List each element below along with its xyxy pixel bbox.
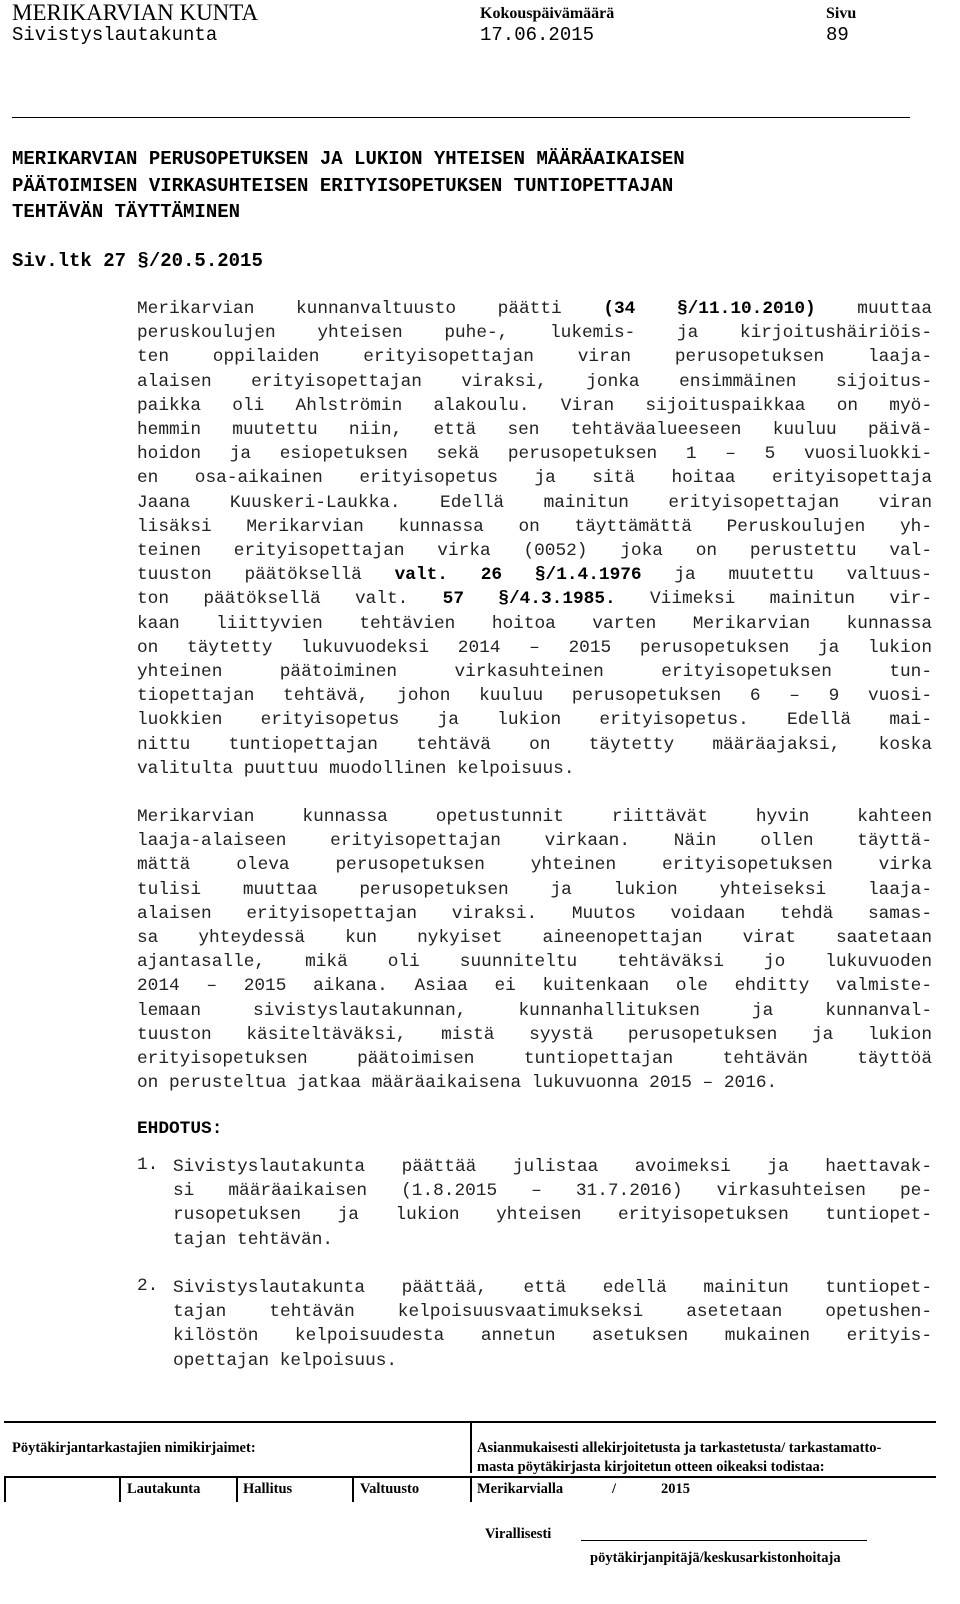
text-line: ajantasalle, mikä oli suunniteltu tehtäväksi jo lukuvuoden (137, 952, 932, 973)
text-line: yhteinen päätoiminen virkasuhteinen erityisopetuksen tun- (137, 662, 932, 683)
official-label: Virallisesti (485, 1526, 552, 1542)
text-line: rusopetuksen ja lukion yhteisen erityisopetuksen tuntiopet- (173, 1205, 932, 1226)
date-separator: / (612, 1481, 617, 1497)
text-line: ten oppilaiden erityisopettajan viran perusopetuksen laaja- (137, 347, 932, 368)
decision-reference: 57 §/4.3.1985. (442, 589, 616, 610)
text-line: lisäksi Merikarvian kunnassa on täyttämättä Peruskoulujen yh- (137, 516, 932, 537)
footer-box-edge (119, 1476, 121, 1502)
document-title (12, 146, 685, 226)
text-line: teinen erityisopettajan virka (0052) joka on perustettu val- (137, 541, 932, 562)
text-line: Sivistyslautakunta päättää, että edellä mainitun tuntiopet- (173, 1278, 932, 1298)
text-line: peruskoulujen yhteisen puhe-, lukemis- ja kirjoitushäiriöis- (137, 323, 932, 344)
box-valtuusto: Valtuusto (360, 1481, 420, 1497)
text-line: hemmin muutettu niin, että sen tehtäväalueeseen kuuluu päivä- (137, 420, 932, 441)
text-line: hoidon ja esiopetuksen sekä perusopetuksen 1 – 5 vuosiluokki- (137, 444, 932, 465)
body-paragraph-1 (137, 297, 932, 781)
text-line: luokkien erityisopetus ja lukion erityisopetus. Edellä mai- (137, 710, 932, 731)
organization-name: MERIKARVIAN KUNTA (12, 0, 259, 25)
text-line: on perusteltua jatkaa määräaikaisena lukuvuonna 2015 – 2016. (137, 1073, 778, 1094)
text-line: tuuston päätöksellä valt. 26 §/1.4.1976 ja muutettu valtuus- (137, 565, 932, 586)
signing-place: Merikarvialla (477, 1481, 564, 1497)
box-hallitus: Hallitus (243, 1481, 293, 1497)
proposal-item-1 (173, 1155, 932, 1252)
inspectors-initials-label: Pöytäkirjantarkastajien nimikirjaimet: (12, 1440, 256, 1456)
meeting-date: 17.06.2015 (480, 24, 595, 46)
signer-title: pöytäkirjanpitäjä/keskusarkistonhoitaja (590, 1550, 841, 1566)
title-line: TEHTÄVÄN TÄYTTÄMINEN (12, 201, 241, 223)
text-line: Jaana Kuuskeri-Laukka. Edellä mainitun erityisopettajan viran (137, 492, 932, 513)
section-reference: Siv.ltk 27 §/20.5.2015 (12, 250, 263, 272)
text-line: lemaan sivistyslautakunnan, kunnanhallituksen ja kunnanval- (137, 1000, 932, 1021)
footer-box-edge (470, 1476, 472, 1502)
text-line: on täytetty lukuvuodeksi 2014 – 2015 perusopetuksen ja lukion (137, 637, 932, 658)
decision-reference: valt. 26 §/1.4.1976 (394, 565, 642, 586)
text-line: kaan liittyvien tehtävien hoitoa varten Merikarvian kunnassa (137, 613, 932, 634)
proposal-item-2 (173, 1276, 932, 1373)
certification-text-line-2: masta pöytäkirjasta kirjoitetun otteen oikeaksi todistaa: (477, 1459, 825, 1475)
text-line: alaisen erityisopettajan viraksi. Muutos voidaan tehdä samas- (137, 903, 932, 924)
text-line: Sivistyslautakunta päättää julistaa avoimeksi ja haettavak- (173, 1157, 932, 1177)
title-line: PÄÄTOIMISEN VIRKASUHTEISEN ERITYISOPETUKSEN TUNTIOPETTAJAN (12, 174, 674, 197)
text-line: en osa-aikainen erityisopetus ja sitä hoitaa erityisopettaja (137, 468, 932, 489)
signature-line (581, 1540, 867, 1541)
header-divider (12, 117, 910, 118)
footer-column-divider (470, 1421, 472, 1473)
text-line: ton päätöksellä valt. 57 §/4.3.1985. Viimeksi mainitun vir- (137, 589, 933, 610)
signing-year: 2015 (661, 1481, 690, 1497)
page-number: 89 (826, 24, 849, 46)
text-line: kilöstön kelpoisuudesta annetun asetuksen mukainen erityis- (173, 1326, 932, 1347)
text-line: 2014 – 2015 aikana. Asiaa ei kuitenkaan ole ehditty valmiste- (137, 976, 932, 997)
board-name: Sivistyslautakunta (12, 24, 218, 46)
text-line: tiopettajan tehtävä, johon kuuluu perusopetuksen 6 – 9 vuosi- (137, 686, 932, 707)
footer-box-edge (236, 1476, 238, 1502)
text-line: tajan tehtävän kelpoisuusvaatimukseksi asetetaan opetushen- (173, 1302, 932, 1323)
meeting-date-label: Kokouspäivämäärä (480, 5, 615, 22)
text-line: opettajan kelpoisuus. (173, 1350, 398, 1371)
text-line: si määräaikaisen (1.8.2015 – 31.7.2016) virkasuhteisen pe- (173, 1181, 932, 1202)
page-label: Sivu (826, 5, 857, 22)
box-lautakunta: Lautakunta (127, 1481, 201, 1497)
text-line: Merikarvian kunnanvaltuusto päätti (34 §/11.10.2010) muuttaa (137, 299, 933, 319)
proposal-item-number: 2. (137, 1276, 159, 1296)
proposal-heading: EHDOTUS: (137, 1119, 223, 1139)
body-paragraph-2 (137, 805, 932, 1095)
text-line: tajan tehtävän. (173, 1229, 334, 1250)
text-line: sa yhteydessä kun nykyiset aineenopettajan virat saatetaan (137, 928, 932, 949)
proposal-item-number: 1. (137, 1155, 159, 1175)
certification-text-line-1: Asianmukaisesti allekirjoitetusta ja tarkastetusta/ tarkastamatto- (477, 1440, 882, 1456)
text-line: tuuston käsiteltäväksi, mistä syystä perusopetuksen ja lukion (137, 1024, 932, 1045)
text-line: Merikarvian kunnassa opetustunnit riittävät hyvin kahteen (137, 807, 932, 827)
footer-box-edge (352, 1476, 354, 1502)
footer-box-edge (4, 1476, 6, 1502)
title-line: MERIKARVIAN PERUSOPETUKSEN JA LUKION YHTEISEN MÄÄRÄAIKAISEN (12, 148, 685, 170)
text-line: nittu tuntiopettajan tehtävä on täytetty määräajaksi, koska (137, 734, 932, 755)
text-line: paikka oli Ahlströmin alakoulu. Viran sijoituspaikkaa on myö- (137, 395, 932, 416)
text-line: tulisi muuttaa perusopetuksen ja lukion yhteiseksi laaja- (137, 879, 932, 900)
decision-reference: (34 §/11.10.2010) (603, 299, 816, 319)
text-line: mättä oleva perusopetuksen yhteinen erityisopetuksen virka (137, 855, 932, 876)
text-line: erityisopetuksen päätoimisen tuntiopettajan tehtävän täyttöä (137, 1049, 932, 1070)
text-line: alaisen erityisopettajan viraksi, jonka ensimmäinen sijoitus- (137, 371, 932, 392)
text-line: laaja-alaiseen erityisopettajan virkaan. Näin ollen täyttä- (137, 831, 932, 852)
text-line: valitulta puuttuu muodollinen kelpoisuus. (137, 758, 575, 779)
